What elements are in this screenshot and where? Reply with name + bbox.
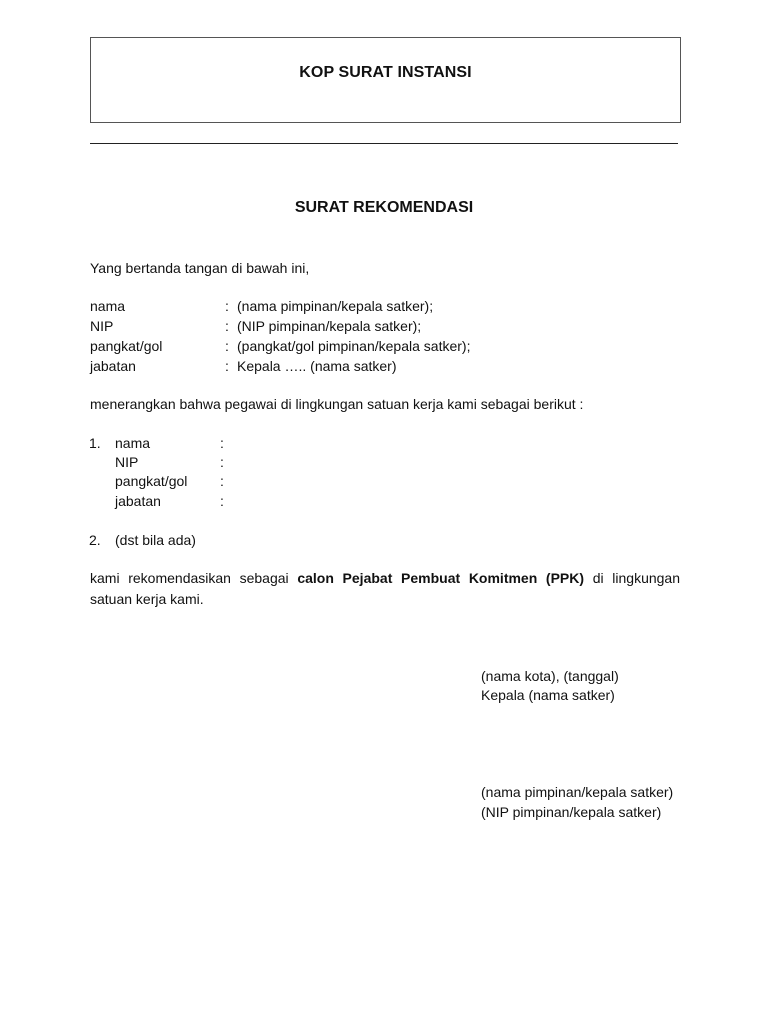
field-label: nama	[90, 298, 126, 314]
list-item-text: (dst bila ada)	[115, 532, 196, 548]
document-title: SURAT REKOMENDASI	[294, 199, 474, 216]
field-label: nama	[115, 435, 151, 451]
letterhead-box	[90, 37, 681, 123]
field-label: NIP	[115, 454, 139, 470]
field-colon: :	[225, 358, 229, 374]
field-colon: :	[225, 338, 229, 354]
field-value: (NIP pimpinan/kepala satker);	[237, 318, 422, 334]
field-value: (pangkat/gol pimpinan/kepala satker);	[237, 338, 471, 354]
field-label: pangkat/gol	[115, 473, 188, 489]
letterhead-title: KOP SURAT INSTANSI	[299, 64, 472, 81]
field-colon: :	[225, 298, 229, 314]
letterhead-divider	[90, 143, 678, 144]
field-colon: :	[220, 493, 224, 509]
field-colon: :	[220, 435, 224, 451]
field-colon: :	[220, 473, 224, 489]
field-colon: :	[220, 454, 224, 470]
list-number: 1.	[89, 435, 101, 451]
field-value: Kepala ….. (nama satker)	[237, 358, 397, 374]
closing-text-suffix: di lingkungan satuan kerja kami.	[90, 570, 680, 607]
closing-paragraph	[90, 568, 680, 610]
signature-nip: (NIP pimpinan/kepala satker)	[481, 804, 662, 820]
signature-position: Kepala (nama satker)	[481, 687, 615, 703]
field-label: NIP	[90, 318, 114, 334]
opening-line: Yang bertanda tangan di bawah ini,	[90, 260, 310, 276]
field-label: jabatan	[115, 493, 161, 509]
field-label: jabatan	[90, 358, 136, 374]
statement-line: menerangkan bahwa pegawai di lingkungan satuan kerja kami sebagai berikut :	[90, 396, 584, 412]
closing-text-bold: calon Pejabat Pembuat Komitmen (PPK)	[297, 570, 585, 586]
signature-name: (nama pimpinan/kepala satker)	[481, 784, 674, 800]
list-number: 2.	[89, 532, 101, 548]
signature-place-date: (nama kota), (tanggal)	[481, 668, 619, 684]
field-label: pangkat/gol	[90, 338, 163, 354]
field-value: (nama pimpinan/kepala satker);	[237, 298, 434, 314]
closing-text-prefix: kami rekomendasikan sebagai	[90, 570, 298, 586]
field-colon: :	[225, 318, 229, 334]
